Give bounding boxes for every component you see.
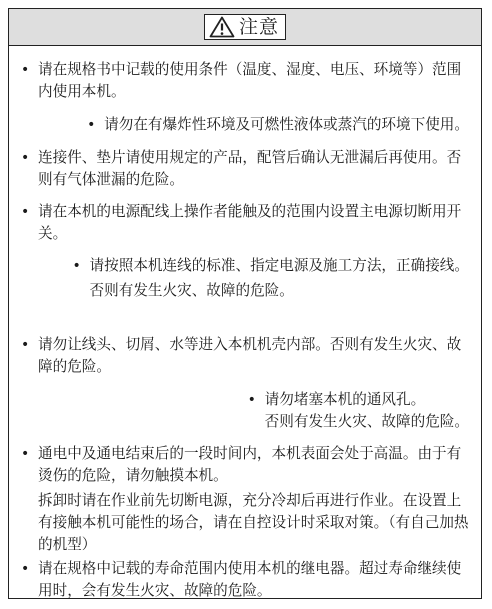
bullet: • <box>21 337 30 353</box>
bullet: • <box>21 150 30 166</box>
caution-item <box>236 389 469 433</box>
caution-item <box>9 59 469 103</box>
caution-text: 请在规格中记载的寿命范围内使用本机的继电器。超过寿命继续使用时，会有发生火灾、故障的危险。 <box>38 560 462 599</box>
bullet: • <box>21 62 30 78</box>
bullet: • <box>21 446 30 462</box>
caution-text: 连接件、垫片请使用规定的产品，配管后确认无泄漏后再使用。否则有气体泄漏的危险。 <box>38 149 462 188</box>
bullet: • <box>72 258 81 274</box>
bullet: • <box>21 561 30 577</box>
caution-item <box>9 334 469 378</box>
caution-subtext: 否则有发生火灾、故障的危险。 <box>89 282 294 299</box>
caution-item <box>9 558 469 602</box>
caution-item <box>9 201 469 245</box>
caution-text: 通电中及通电结束后的一段时间内，本机表面会处于高温。由于有烫伤的危险，请勿触摸本机。 <box>38 445 462 484</box>
caution-text: 请按照本机连线的标准、指定电源及施工方法，正确接线。 <box>89 257 469 274</box>
caution-item <box>61 255 469 302</box>
bullet: • <box>21 204 30 220</box>
caution-box <box>8 8 482 599</box>
caution-text: 请勿让线头、切屑、水等进入本机机壳内部。否则有发生火灾、故障的危险。 <box>38 336 462 375</box>
caution-subtext: 拆卸时请在作业前先切断电源，充分冷却后再进行作业。在设置上有接触本机可能性的场合，请在自控设计时采取对策。（有自己加热的机型） <box>38 492 469 553</box>
caution-text: 请在本机的电源配线上操作者能触及的范围内设置主电源切断用开关。 <box>38 203 462 242</box>
caution-text: 请勿在有爆炸性环境及可燃性液体或蒸汽的环境下使用。 <box>104 116 469 133</box>
caution-text: 请勿堵塞本机的通风孔。 <box>264 391 426 408</box>
caution-header <box>9 9 481 46</box>
warning-triangle-icon <box>209 16 235 38</box>
caution-subtext: 否则有发生火灾、故障的危险。 <box>264 413 469 430</box>
caution-item <box>9 147 469 191</box>
caution-title-box <box>204 14 286 40</box>
caution-item <box>75 114 469 136</box>
caution-title: 注意 <box>238 16 280 38</box>
caution-item <box>9 443 469 556</box>
bullet: • <box>247 392 256 408</box>
caution-text: 请在规格书中记载的使用条件（温度、湿度、电压、环境等）范围内使用本机。 <box>38 61 462 100</box>
bullet: • <box>87 117 96 133</box>
